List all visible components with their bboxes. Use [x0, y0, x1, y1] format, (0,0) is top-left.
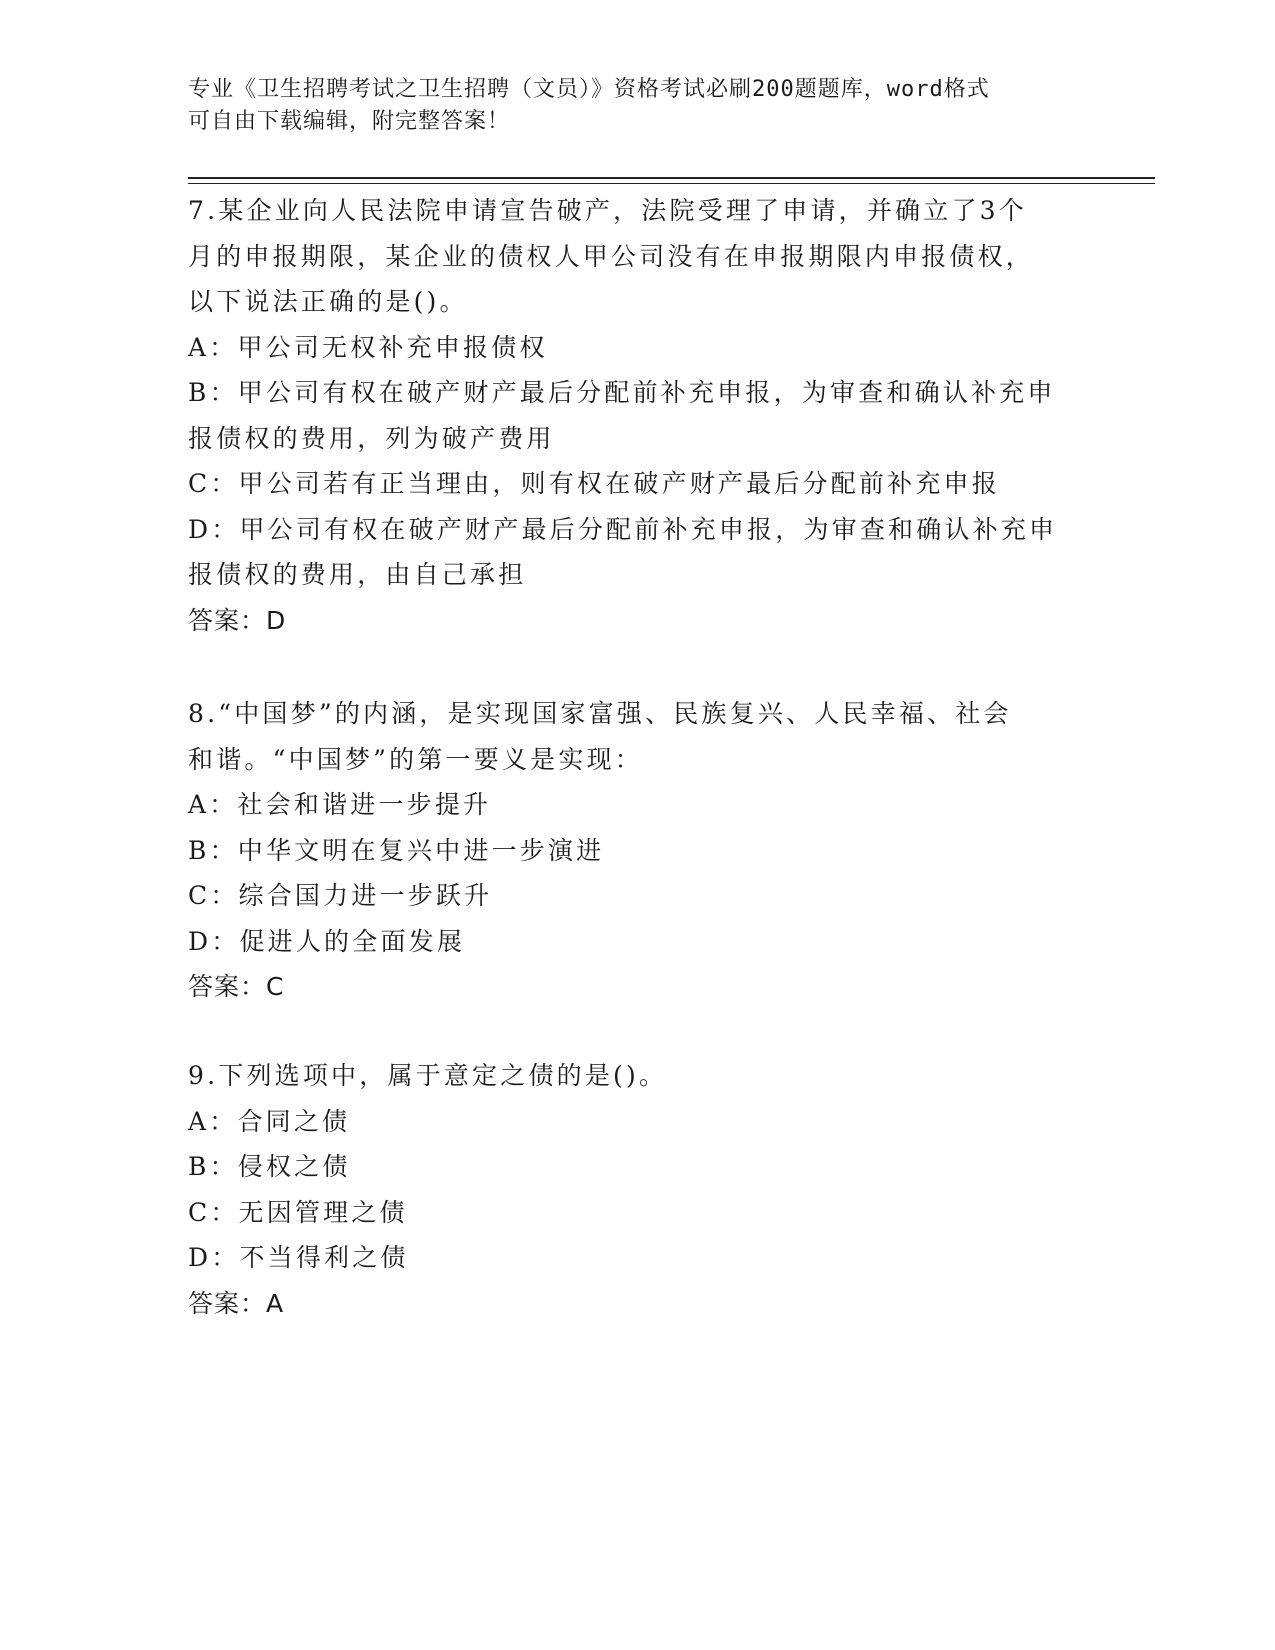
question-8: [188, 691, 1088, 1010]
answer: 答案：D: [188, 605, 287, 635]
option-b: B：甲公司有权在破产财产最后分配前补充申报，为审查和确认补充申: [188, 378, 1056, 407]
question-stem-line: 以下说法正确的是()。: [188, 287, 468, 316]
option-b: B：中华文明在复兴中进一步演进: [188, 835, 605, 865]
option-d: D：促进人的全面发展: [188, 926, 466, 956]
question-stem-line: 和谐。“中国梦”的第一要义是实现：: [188, 744, 643, 774]
option-b-continued: 报债权的费用，列为破产费用: [188, 423, 555, 453]
option-d-continued: 报债权的费用，由自己承担: [188, 560, 527, 589]
option-c: C：综合国力进一步跃升: [188, 881, 493, 910]
question-stem-line: 月的申报期限，某企业的债权人甲公司没有在申报期限内申报债权，: [188, 241, 1035, 271]
option-a: A：甲公司无权补充申报债权: [188, 332, 548, 362]
question-7: [188, 188, 1088, 643]
header-divider-thick: [188, 177, 1155, 179]
question-stem-line: 9.下列选项中，属于意定之债的是()。: [188, 1061, 668, 1090]
document-header: [188, 74, 1088, 138]
option-b: B：侵权之债: [188, 1152, 351, 1181]
answer: 答案：A: [188, 1288, 285, 1318]
question-stem-line: 8.“中国梦”的内涵，是实现国家富强、民族复兴、人民幸福、社会: [188, 699, 1012, 728]
option-d: D：甲公司有权在破产财产最后分配前补充申报，为审查和确认补充申: [188, 514, 1058, 544]
option-c: C：无因管理之债: [188, 1197, 408, 1227]
option-a: A：社会和谐进一步提升: [188, 790, 492, 819]
question-9: [188, 1053, 1088, 1326]
header-line-2: 可自由下载编辑，附完整答案！: [188, 109, 511, 134]
header-line-1: 专业《卫生招聘考试之卫生招聘（文员）》资格考试必刷200题题库，word格式: [188, 77, 990, 102]
option-c: C：甲公司若有正当理由，则有权在破产财产最后分配前补充申报: [188, 469, 1000, 498]
question-stem-line: 7.某企业向人民法院申请宣告破产，法院受理了申请，并确立了3个: [188, 196, 1027, 225]
option-d: D：不当得利之债: [188, 1243, 409, 1272]
header-divider-thin: [188, 183, 1155, 184]
answer: 答案：C: [188, 972, 285, 1001]
option-a: A：合同之债: [188, 1106, 351, 1136]
